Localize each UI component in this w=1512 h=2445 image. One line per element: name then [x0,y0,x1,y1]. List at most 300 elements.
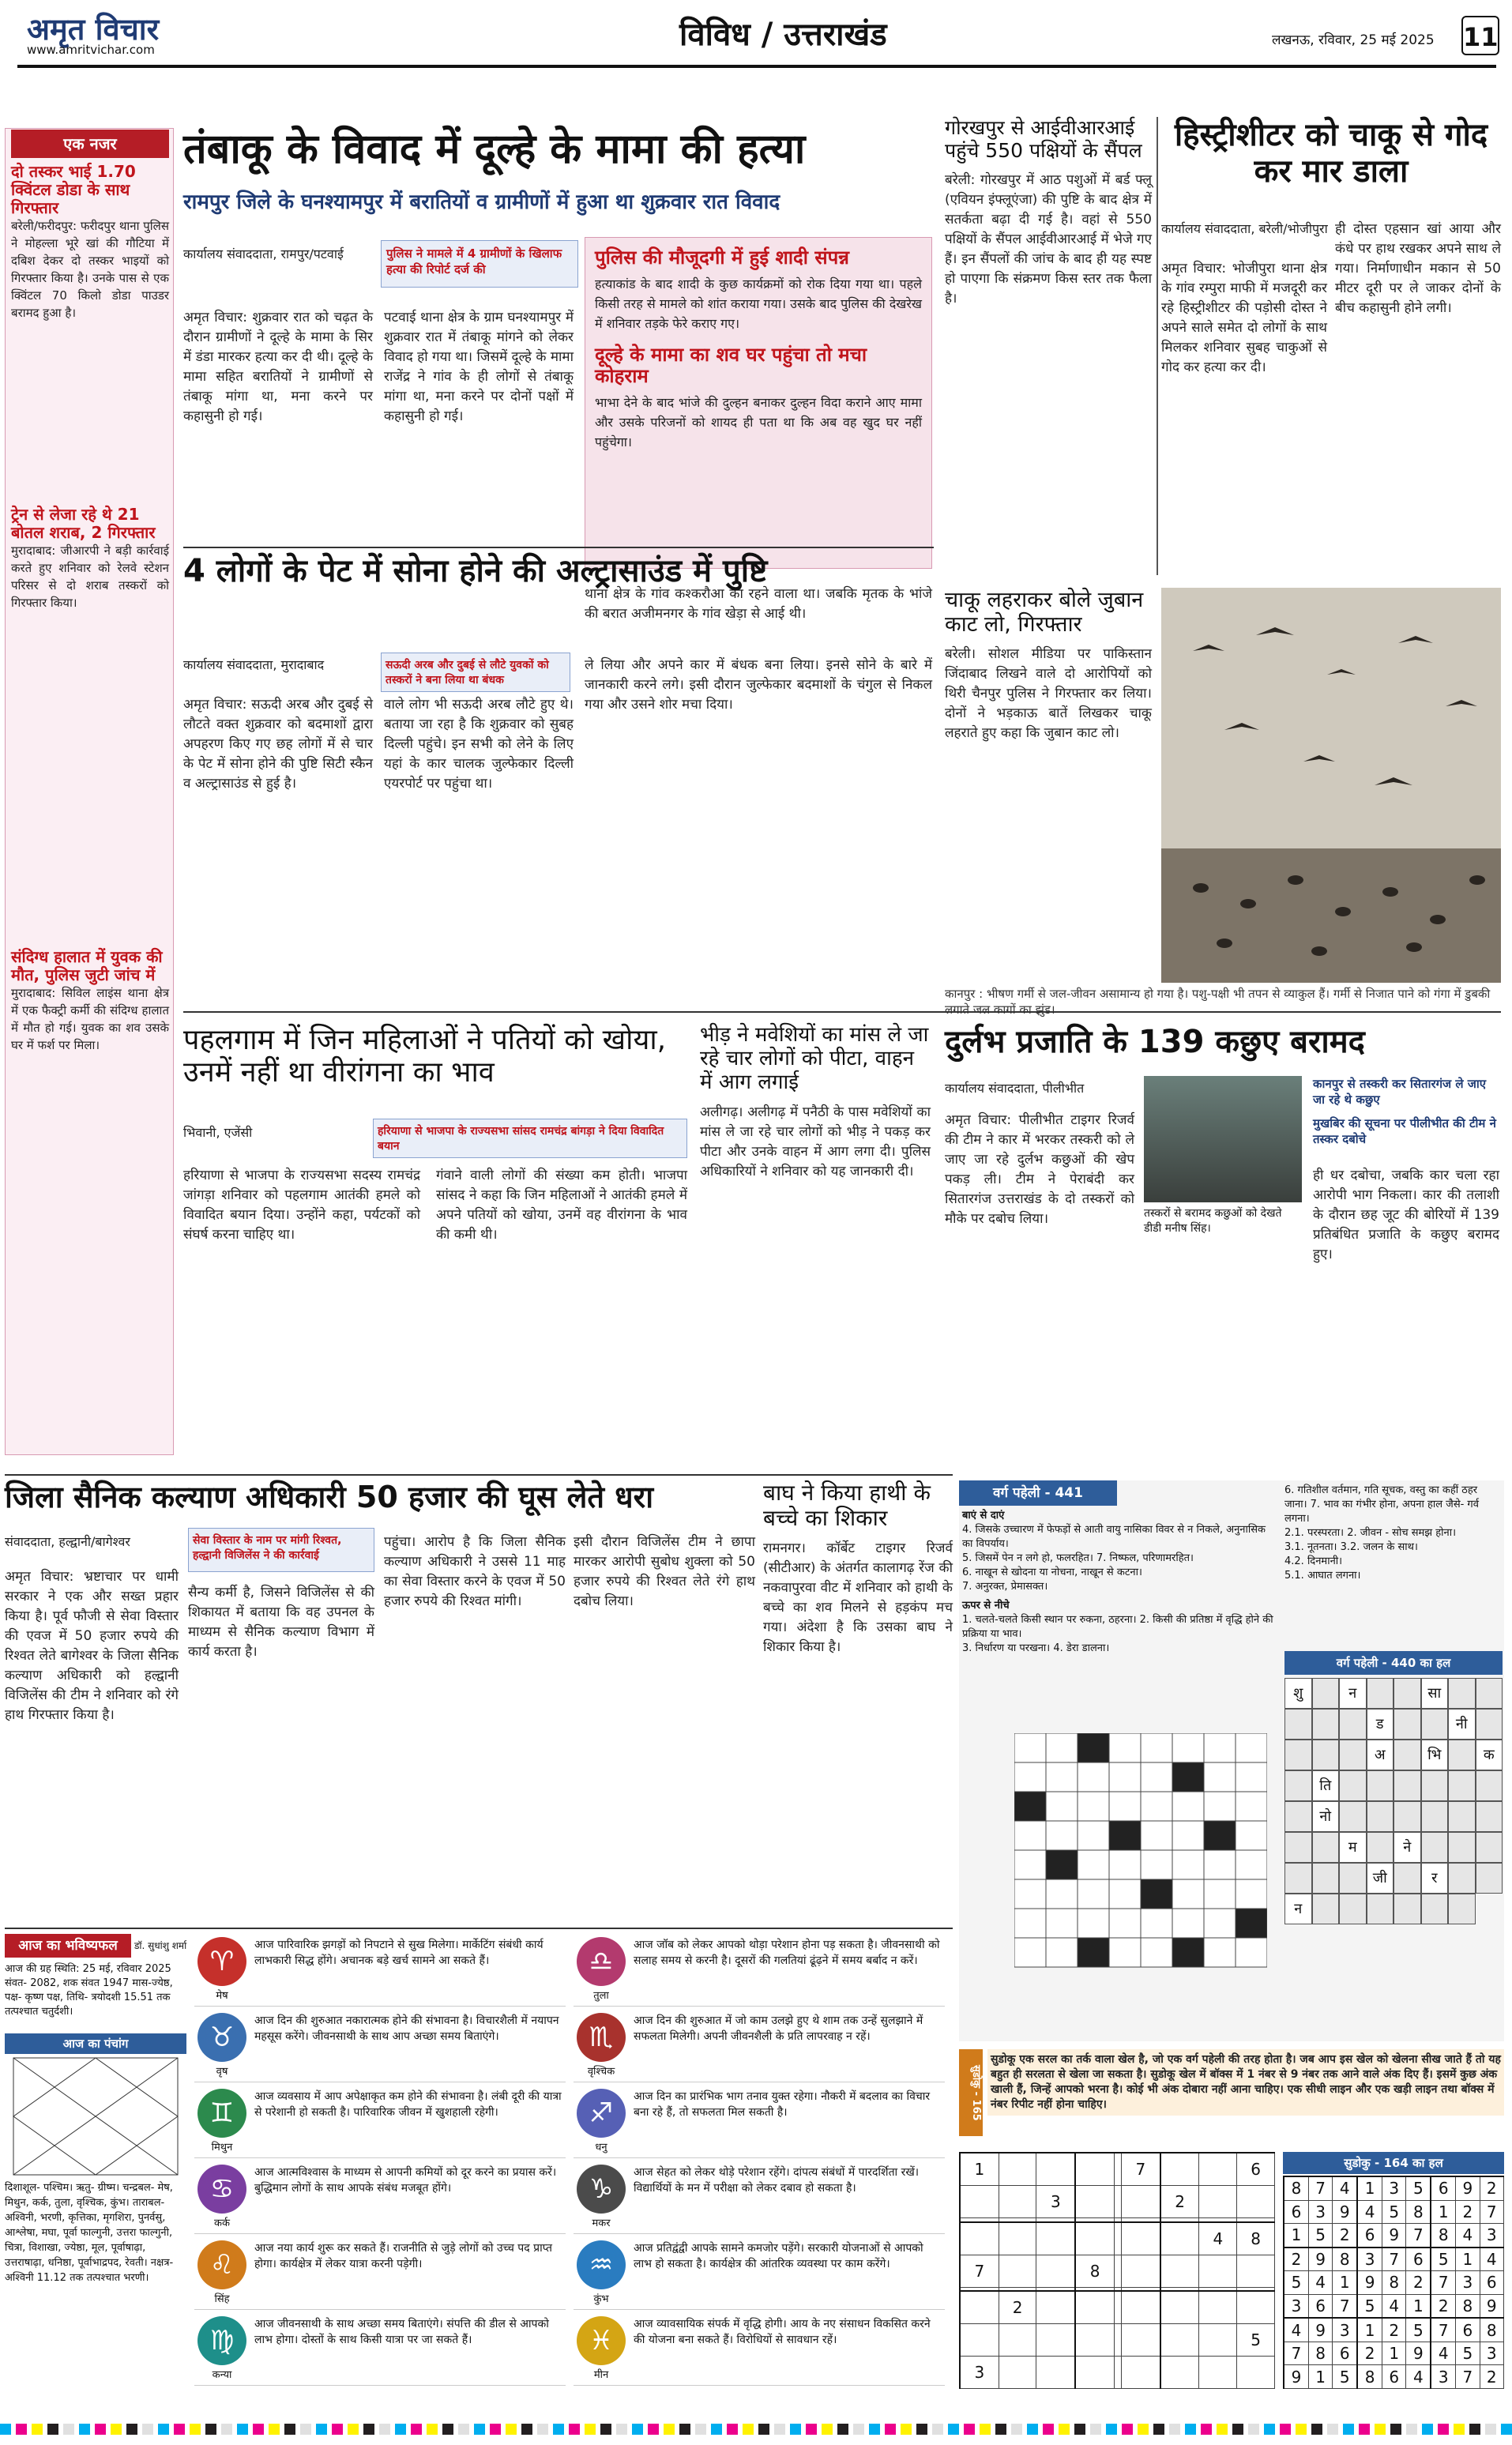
registration-swatch [458,2424,469,2435]
registration-swatch [980,2424,991,2435]
down-clue: 1. चलते-चलते किसी स्थान पर रुकना, ठहरना। 2. किसी की प्रतिष्ठा में वृद्धि होने की प्रक्रिया या भाव। [962,1614,1273,1640]
crossword-cell [1046,1938,1078,1967]
crows-photo [1161,588,1501,983]
rashi-icon: ♎ [577,1937,626,1986]
answer-cell [1394,1801,1421,1832]
answer-cell [1312,1832,1340,1863]
section-title: विविध / उत्तराखंड [679,17,887,53]
answer-cell [1421,1709,1449,1740]
crossword-cell [1046,1850,1078,1879]
sudoku-answer-cell: 5 [1406,2318,1431,2342]
registration-swatch [1232,2424,1243,2435]
sudoku-answer-cell: 1 [1357,2176,1382,2200]
sudoku-cell[interactable] [1122,2186,1160,2218]
sudoku-answer-cell: 9 [1333,2200,1357,2224]
answer-cell [1476,1832,1503,1863]
answer-cell [1476,1709,1503,1740]
registration-swatch [142,2424,153,2435]
answer-cell: जी [1367,1863,1394,1894]
sudoku-answer-cell: 9 [1480,2294,1503,2318]
sudoku-answer-cell: 5 [1333,2365,1357,2389]
turtles-photo [1144,1076,1302,1202]
turtles-story [945,1024,1501,1466]
sudoku-answer-cell: 9 [1357,2271,1382,2295]
sudoku-cell[interactable] [1122,2291,1160,2324]
answer-cell [1339,1770,1367,1801]
knife-headline: चाकू लहराकर बोले जुबान काट लो, गिरफ्तार [945,588,1144,638]
section-rule [183,547,934,548]
nazar-headline: ट्रेन से लेजा रहे थे 21 बोतल शराब, 2 गिरफ्तार [11,505,156,542]
sudoku-answer-cell: 5 [1357,2294,1382,2318]
crossword-cell [1046,1821,1078,1850]
sudoku-cell: 2 [1160,2186,1199,2218]
answer-grid-cells [1284,1678,1503,1924]
sudoku-cell[interactable] [1036,2153,1075,2186]
sudoku-cell[interactable] [1114,2324,1121,2357]
sudoku-answer-cell: 6 [1308,2294,1332,2318]
sudoku-answer-cell: 1 [1333,2271,1357,2295]
sudoku-cell[interactable] [1199,2324,1237,2357]
word-puzzle [959,1480,1504,2041]
panchang-title: आज का पंचांग [5,2033,186,2054]
sudoku-cell[interactable] [1122,2222,1160,2255]
sudoku-cell[interactable] [960,2222,999,2255]
answer-cell: ति [1312,1770,1340,1801]
sudoku-cell: 7 [1122,2153,1160,2186]
rashi-item [194,2313,566,2386]
sudoku-cell[interactable] [1075,2153,1114,2186]
ek-nazar-column [5,128,174,1455]
rashi-prediction: आज जीवनसाथी के साथ अच्छा समय बिताएंगे। संपत्ति की डील से आपको लाभ होगा। दोस्तों के साथ किसी यात्रा पर जा सकते हैं। [254,2318,549,2346]
sudoku-answer-cell: 9 [1308,2318,1332,2342]
answer-cell [1284,1709,1312,1740]
sudoku-cell[interactable] [1036,2291,1075,2324]
sudoku-section [959,2049,1504,2397]
registration-swatch [16,2424,27,2435]
sudoku-answer-cell: 8 [1333,2248,1357,2271]
rashi-prediction: आज दिन की शुरुआत में जो काम उलझे हुए थे शाम तक उन्हें सुलझाने में सफलता मिलेगी। अपनी जीवनशैली के प्रति लापरवाह न रहें। [634,2014,923,2043]
section-rule [5,1928,953,1929]
crossword-cell [1141,1850,1172,1879]
sudoku-cell[interactable] [1114,2222,1121,2255]
registration-swatch [348,2424,359,2435]
sudoku-answer-cell: 6 [1382,2365,1405,2389]
sudoku-answer-cell: 8 [1406,2200,1431,2224]
horoscope-title: आज का भविष्यफल [5,1934,131,1958]
registration-swatch [790,2424,801,2435]
across-heading: बाएं से दाएं [962,1510,1005,1522]
crossword-cell [1046,1879,1078,1909]
answer-cell: नो [1312,1801,1340,1832]
registration-swatch [95,2424,106,2435]
sudoku-answer-cell: 3 [1431,2365,1455,2389]
sudoku-cell[interactable] [1075,2186,1114,2218]
registration-strip [0,2417,1512,2441]
answer-cell [1448,1863,1476,1894]
sudoku-answer-cell: 2 [1456,2200,1480,2224]
rashi-prediction: आज दिन की शुरुआत नकारात्मक होने की संभावना है। विचारशैली में नयापन महसूस करेंगे। जीवनसाथी के साथ आप अच्छा समय बिताएंगे। [254,2014,559,2043]
sudoku-cell[interactable] [999,2357,1036,2389]
crossword-cell [1204,1792,1236,1821]
registration-swatch [63,2424,74,2435]
sudoku-cell[interactable] [1036,2357,1075,2389]
sudoku-answer-cell: 7 [1406,2224,1431,2248]
sudoku-cell[interactable] [1199,2255,1237,2287]
historysheeter-body-2: ही दोस्त एहसान खां आया और कंधे पर हाथ रखकर अपने साथ ले गया। निर्माणाधीन मकान से 50 मीटर दूरी पर ले जाकर दोनों के बीच कहासुनी होने लगी। [1335,221,1501,316]
paper-logo: अमृत विचार [27,11,160,47]
registration-swatch [1343,2424,1354,2435]
answer-cell [1284,1863,1312,1894]
sudoku-cell[interactable] [960,2291,999,2324]
sudoku-cell[interactable] [1160,2357,1199,2389]
lead-body-col2: पटवाई थाना क्षेत्र के ग्राम घनश्यामपुर में शुक्रवार रात में तंबाकू मांगने को लेकर विवाद हो गया था। जिसमें दूल्हे के मामा राजेंद्र ने गांव के ही लोगों से तंबाकू मांगा था, मना करने पर दोनों पक्षों में कहासुनी हो गई। [384,310,574,424]
registration-swatch [1406,2424,1417,2435]
word-clues-right [1284,1484,1503,1583]
sainik-body-col1: अमृत विचार: भ्रष्टाचार पर धामी सरकार ने एक और सख्त प्रहार किया है। पूर्व फौजी से सेवा विस्तार की एवज में 50 हजार रुपये की रिश्वत लेते बागेश्वर के जिला सैनिक कल्याण अधिकारी को हल्द्वानी विजिलेंस की टीम ने शनिवार को रंगे हाथ गिरफ्तार किया है। [5,1569,179,1723]
pahalgam-byline: भिवानी, एजेंसी [183,1125,253,1140]
word-answer-title: वर्ग पहेली - 440 का हल [1284,1651,1503,1675]
crossword-cell [1236,1762,1267,1792]
sudoku-cell[interactable] [1237,2357,1275,2389]
registration-swatch [695,2424,706,2435]
answer-cell [1448,1832,1476,1863]
gold-body-col1: अमृत विचार: सऊदी अरब और दुबई से लौटते वक्त शुक्रवार को बदमाशों द्वारा अपहरण किए गए छह लोगों में से चार के पेट में सोना होने की पुष्टि सिटी स्कैन व अल्ट्रासाउंड से हुई है। [183,697,373,792]
crows-caption: कानपुर : भीषण गर्मी से जल-जीवन असामान्य हो गया है। पशु-पक्षी भी तपन से व्याकुल हैं। गर्मी से निजात पाने को गंगा में डुबकी लगाते जल कागों का झुंड। [945,987,1491,1017]
sudoku-cell[interactable] [999,2153,1036,2186]
lead-headline: तंबाकू के विवाद में दूल्हे के मामा की हत्या [183,126,806,173]
sudoku-cell[interactable] [1122,2255,1160,2287]
crows-illustration [1161,588,1501,983]
rashi-item [574,2010,945,2082]
crossword-cell [1236,1879,1267,1909]
sainik-body-col2: सैन्य कर्मी है, जिसने विजिलेंस से की शिकायत में बताया कि वह उपनल के माध्यम से सैनिक कल्याण विभाग में कार्य करता है। [188,1585,374,1660]
registration-swatch [569,2424,580,2435]
sudoku-answer-cell: 5 [1431,2248,1455,2271]
turtles-headline: दुर्लभ प्रजाति के 139 कछुए बरामद [945,1024,1365,1060]
lead-body-col3: थाना क्षेत्र के गांव कश्करौआ का रहने वाला था। जबकि मृतक के भांजे की बरात अजीमनगर के गांव खेड़ा से आई थी। [585,586,932,622]
sudoku-row [960,2222,1275,2255]
sudoku-cell[interactable] [1237,2186,1275,2218]
sudoku-answer-row [1284,2365,1504,2389]
rashi-icon: ♊ [197,2089,246,2138]
sudoku-cell[interactable] [1036,2222,1075,2255]
registration-swatch [269,2424,280,2435]
registration-swatch [774,2424,785,2435]
sudoku-label: सुडोकु - 165 [959,2049,983,2136]
gorakhpur-headline: गोरखपुर से आईवीआरआई पहुंचे 550 पक्षियों के सैंपल [945,116,1142,162]
registration-swatch [1201,2424,1212,2435]
crossword-cell [1014,1733,1046,1762]
crossword-cell [1172,1792,1204,1821]
crossword-cell [1109,1909,1141,1938]
mob-body: अलीगढ़। अलीगढ़ में पनैठी के पास मवेशियों का मांस ले जा रहे चार लोगों को भीड़ ने पकड़ कर पीटा और उनके वाहन में आग लगा दी। पुलिस अधिकारियों ने शनिवार को यह जानकारी दी। [700,1104,931,1179]
sudoku-cell[interactable] [960,2186,999,2218]
lead-body-col1: अमृत विचार: शुक्रवार रात को चढ़त के दौरान ग्रामीणों ने दूल्हे के मामा के सिर में डंडा मारकर हत्या कर दी थी। दूल्हे के मामा सहित बरातियों ने ग्रामीणों से तंबाकू मांगा था, मना करने पर कहासुनी हो गई। [183,310,373,424]
sudoku-cell[interactable] [1199,2186,1237,2218]
registration-swatch [284,2424,295,2435]
rashi-prediction: आज व्यावसायिक संपर्क में वृद्धि होगी। आय के नए संसाधन विकसित करने की योजना बना सकते हैं। विरोधियों से सावधान रहें। [634,2318,931,2346]
registration-swatch [711,2424,722,2435]
rashi-prediction: आज दिन का प्रारंभिक भाग तनाव युक्त रहेगा। नौकरी में बदलाव का विचार बना रहे हैं, तो सफलता मिल सकती है। [634,2090,931,2119]
sainik-point-text: सेवा विस्तार के नाम पर मांगी रिश्वत, हल्द्वानी विजिलेंस ने की कार्रवाई [193,1534,342,1562]
registration-swatch [616,2424,627,2435]
nazar-item [11,948,169,1054]
sudoku-answer-cell: 5 [1406,2176,1431,2200]
crossword-cell [1141,1733,1172,1762]
registration-swatch [1059,2424,1070,2435]
sudoku-answer-cell: 6 [1406,2248,1431,2271]
sudoku-cell[interactable] [1160,2324,1199,2357]
pahalgam-story [183,1024,689,1466]
answer-cell [1367,1770,1394,1801]
sudoku-cell[interactable] [1114,2153,1121,2186]
rashi-prediction: आज सेहत को लेकर थोड़े परेशान रहेंगे। दांपत्य संबंधों में पारदर्शिता रखें। विद्यार्थियों के मन में परीक्षा को लेकर दबाव हो सकता है। [634,2166,920,2195]
rashi-name: वृष [216,2066,228,2078]
turtles-body-2: ही धर दबोचा, जबकि कार चला रहा आरोपी भाग निकला। कार की तलाशी के दौरान छह जूट की बोरियों में 139 प्रतिबंधित प्रजाति के कछुए बरामद हुए। [1313,1168,1499,1262]
sudoku-cell[interactable] [1075,2324,1114,2357]
sudoku-answer-cell: 1 [1284,2224,1308,2248]
down-heading: ऊपर से नीचे [962,1600,1010,1612]
crossword-grid[interactable] [1014,1733,1267,1970]
sudoku-answer-cell: 5 [1308,2224,1332,2248]
turtles-point-2: मुखबिर की सूचना पर पीलीभीत की टीम ने तस्कर दबोचे [1313,1116,1496,1146]
registration-swatch [395,2424,406,2435]
registration-swatch [300,2424,311,2435]
rashi-item [194,2161,566,2234]
sudoku-answer-cell: 8 [1308,2342,1332,2365]
sudoku-cell[interactable] [1237,2291,1275,2324]
registration-swatch [190,2424,201,2435]
registration-swatch [758,2424,769,2435]
registration-swatch [474,2424,485,2435]
gold-headline: 4 लोगों के पेट में सोना होने की अल्ट्रासाउंड में पुष्टि [183,553,768,589]
registration-swatch [316,2424,327,2435]
masthead [0,0,1512,63]
gold-body-col3: ले लिया और अपने कार में बंधक बना लिया। इनसे सोने के बारे में जानकारी करने लगे। इसी दौरान जुल्फेकार बदमाशों के चंगुल से निकल गया और उसने शोर मचा दिया। [585,657,932,713]
registration-swatch [600,2424,611,2435]
answer-cell [1421,1894,1449,1924]
sudoku-cell[interactable] [960,2324,999,2357]
registration-swatch [727,2424,738,2435]
sudoku-answer-cell: 2 [1406,2271,1431,2295]
crossword-cell [1078,1909,1109,1938]
rashi-item [574,1934,945,2007]
sudoku-row [960,2324,1275,2357]
pahalgam-highlight-point [373,1119,687,1158]
pahalgam-headline: पहलगाम में जिन महिलाओं ने पतियों को खोया, उनमें नहीं था वीरांगना का भाव [183,1024,667,1089]
across-clue: 6. नाखून से खोदना या नोचना, नाखून से कटना। [962,1567,1142,1578]
sudoku-answer-cell: 7 [1456,2365,1480,2389]
answer-cell: न [1339,1678,1367,1709]
registration-swatch [1485,2424,1496,2435]
crossword-cell [1109,1879,1141,1909]
sudoku-cell[interactable] [999,2222,1036,2255]
registration-swatch [253,2424,264,2435]
rashi-item [574,2161,945,2234]
turtles-body: अमृत विचार: पीलीभीत टाइगर रिजर्व की टीम ने कार में भरकर तस्करी को ले जाए जा रहे दुर्लभ कछुओं की खेप पकड़ ली। टीम ने पेराबंदी कर सितारगंज उत्तराखंड के दो तस्करों को मौके पर दबोच लिया। [945,1112,1134,1227]
crossword-cell [1204,1909,1236,1938]
answer-cell [1367,1801,1394,1832]
sudoku-answer-cell: 3 [1456,2271,1480,2295]
tiger-story [763,1480,953,1923]
answer-cell [1284,1740,1312,1770]
rashi-name: धनु [595,2142,607,2153]
registration-swatch [332,2424,343,2435]
kundali-chart [13,2057,179,2176]
registration-swatch [1422,2424,1433,2435]
rashi-prediction: आज आत्मविश्वास के माध्यम से आपनी कमियों को दूर करने का प्रयास करें। बुद्धिमान लोगों के साथ आपके संबंध मजबूत होंगे। [254,2166,557,2195]
rashi-name: मकर [592,2217,611,2229]
crossword-cell [1109,1733,1141,1762]
crossword-cell [1172,1879,1204,1909]
registration-swatch [126,2424,137,2435]
rashi-item [194,2086,566,2158]
answer-cell [1394,1740,1421,1770]
sudoku-cell[interactable] [999,2255,1036,2287]
registration-swatch [948,2424,959,2435]
rashi-icon: ♌ [197,2240,246,2289]
answer-cell [1421,1801,1449,1832]
answer-cell [1312,1863,1340,1894]
sudoku-cell[interactable] [1237,2255,1275,2287]
crossword-cell [1109,1762,1141,1792]
sudoku-cell[interactable] [1122,2357,1160,2389]
right-clue: 5.1. आघात लगना। [1284,1570,1361,1582]
registration-swatch [221,2424,232,2435]
crossword-cell [1172,1909,1204,1938]
rashi-icon: ♒ [577,2240,626,2289]
answer-cell [1476,1801,1503,1832]
sudoku-cell[interactable] [1114,2291,1121,2324]
sudoku-cell[interactable] [1075,2222,1114,2255]
answer-cell [1312,1709,1340,1740]
sudoku-answer-cell: 6 [1284,2200,1308,2224]
sudoku-cell[interactable] [1160,2291,1199,2324]
answer-cell: अ [1367,1740,1394,1770]
sainik-body-col3: पहुंचा। आरोप है कि जिला सैनिक कल्याण अधिकारी ने उससे 11 माह का सेवा विस्तार करने के एवज में 50 हजार रुपये की रिश्वत मांगी। [384,1534,566,1609]
crossword-cell [1014,1792,1046,1821]
registration-swatch [964,2424,975,2435]
sudoku-cell[interactable] [999,2324,1036,2357]
crossword-cell [1141,1792,1172,1821]
sudoku-row [960,2291,1275,2324]
sudoku-answer-cell: 3 [1333,2318,1357,2342]
answer-cell [1476,1863,1503,1894]
registration-swatch [379,2424,390,2435]
sudoku-grid[interactable] [959,2152,1275,2389]
registration-swatch [490,2424,501,2435]
pahalgam-body-col2: गंवाने वाली लोगों की संख्या कम होती। भाजपा सांसद ने कहा कि जिन महिलाओं ने आतंकी हमले में अपने पतियों को खोया, उनमें वह वीरांगना के भाव की कमी थी। [436,1168,687,1243]
rashi-icon: ♑ [577,2165,626,2214]
answer-cell [1367,1678,1394,1709]
crossword-cell [1204,1821,1236,1850]
sudoku-cell[interactable] [1075,2291,1114,2324]
sudoku-cell[interactable] [1075,2357,1114,2389]
rashi-icon: ♈ [197,1937,246,1986]
word-puzzle-title: वर्ग पहेली - 441 [959,1480,1117,1506]
crossword-cell [1109,1792,1141,1821]
sudoku-answer-row [1284,2318,1504,2342]
sudoku-answer-cell: 1 [1382,2342,1405,2365]
sudoku-cell[interactable] [1199,2153,1237,2186]
sudoku-cell[interactable] [999,2186,1036,2218]
rashi-item [194,2237,566,2310]
sudoku-cell: 8 [1237,2222,1275,2255]
rashi-icon: ♓ [577,2316,626,2365]
sudoku-answer-cell: 9 [1284,2365,1308,2389]
answer-cell [1448,1894,1476,1924]
crossword-cell [1172,1821,1204,1850]
lead-highlight-point [381,240,578,288]
sudoku-cell[interactable] [1114,2255,1121,2287]
registration-swatch [1248,2424,1259,2435]
answer-cell [1448,1678,1476,1709]
crossword-cell [1141,1879,1172,1909]
rashi-name: मिथुन [211,2142,233,2153]
sudoku-cell[interactable] [1160,2255,1199,2287]
gold-highlight-point [381,653,570,692]
sudoku-cell[interactable] [1036,2324,1075,2357]
sudoku-answer-cell: 2 [1357,2342,1382,2365]
sudoku-answer-cell: 3 [1308,2200,1332,2224]
sudoku-cell[interactable] [1036,2255,1075,2287]
sudoku-answer-cell: 8 [1357,2365,1382,2389]
sudoku-answer-cell: 6 [1456,2318,1480,2342]
historysheeter-headline: हिस्ट्रीशीटर को चाकू से गोद कर मार डाला [1174,117,1488,190]
sudoku-cell[interactable] [1160,2153,1199,2186]
nazar-body: मुरादाबाद: सिविल लाइंस थाना क्षेत्र में एक फैक्ट्री कर्मी की संदिग्ध हालात में मौत हो गई। युवक का शव उसके घर में फर्श पर मिला। [11,986,169,1052]
rashi-prediction: आज प्रतिद्वंद्वी आपके सामने कमजोर पड़ेंगे। सरकारी योजनाओं से आपको लाभ हो सकता है। कार्यक्षेत्र की आंतरिक व्यवस्था पर काम करेंगे। [634,2242,923,2270]
answer-cell [1394,1894,1421,1924]
sudoku-answer-cell: 2 [1431,2294,1455,2318]
panchang-text: आज की ग्रह स्थिति: 25 मई, रविवार 2025 संवत- 2082, शक संवत 1947 मास-ज्येष्ठ, पक्ष- कृष्ण पक्ष, तिथि- त्रयोदशी 15.51 तक तत्पश्चात चतुर्दशी। [5,1963,173,2018]
sainik-story [5,1480,755,1923]
crossword-cell [1046,1733,1078,1762]
sudoku-cell[interactable] [1114,2357,1121,2389]
registration-swatch [174,2424,185,2435]
gold-byline: कार्यालय संवाददाता, मुरादाबाद [183,657,325,672]
sudoku-answer-cell: 4 [1357,2200,1382,2224]
sudoku-cell[interactable] [1160,2222,1199,2255]
sudoku-cell[interactable] [1199,2291,1237,2324]
rashi-list [194,1934,953,2392]
crossword-cell [1046,1762,1078,1792]
across-clue: 7. अनुरक्त, प्रेमासक्त। [962,1581,1048,1593]
registration-swatch [1327,2424,1338,2435]
masthead-rule [17,65,1496,68]
sudoku-cell[interactable] [1122,2324,1160,2357]
crossword-cell [1109,1850,1141,1879]
sudoku-answer-row [1284,2271,1504,2295]
site-url[interactable]: www.amritvichar.com [27,43,155,57]
sudoku-answer-grid [1283,2176,1504,2389]
sudoku-answer-cell: 4 [1456,2224,1480,2248]
crossword-cell [1078,1733,1109,1762]
sudoku-answer-cell: 6 [1357,2224,1382,2248]
right-clue: 6. गतिशील वर्तमान, गति सूचक, वस्तु का कहीं ठहर जाना। 7. भाव का गंभीर होना, अपना हाल जैसे- गर्व लगना। [1284,1484,1479,1525]
rashi-name: मीन [593,2369,609,2381]
registration-swatch [1122,2424,1133,2435]
sudoku-cell[interactable] [1199,2357,1237,2389]
sudoku-answer-row [1284,2224,1504,2248]
sudoku-answer-cell: 1 [1406,2294,1431,2318]
sudoku-cell[interactable] [1114,2186,1121,2218]
ek-nazar-title: एक नजर [11,130,169,158]
sudoku-answer-cell: 7 [1431,2318,1455,2342]
sidebar-headline: पुलिस की मौजूदगी में हुई शादी संपन्न [595,246,849,269]
crossword-cell [1046,1792,1078,1821]
sudoku-row [960,2153,1275,2186]
